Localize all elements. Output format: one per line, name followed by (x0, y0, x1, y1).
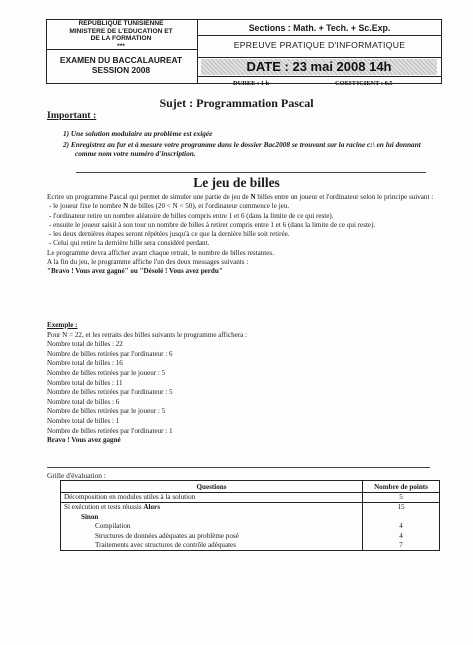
points-cell: 4 (363, 522, 440, 531)
points-cell: 7 (363, 541, 440, 551)
example-line: Nombre total de billes : 22 (47, 340, 123, 349)
example-line: Nombre de billes retirées par l'ordinateur : 5 (47, 388, 173, 397)
points-cell (363, 513, 440, 522)
problem-statement (47, 193, 437, 277)
question-cell (61, 503, 363, 513)
table-row (61, 541, 440, 551)
epreuve-label: EPREUVE PRATIQUE D'INFORMATIQUE (233, 40, 406, 50)
example-line: Nombre total de billes : 11 (47, 378, 123, 387)
subject-heading (0, 96, 473, 111)
rule-bullet: - l'ordinateur retire un nombre aléatoire de billes compris entre 1 et 6 (dans la limite de ce qui reste). (49, 211, 334, 220)
evaluation-table (60, 480, 440, 551)
sections-label: Sections : Math. + Tech. + Sc.Exp. (248, 23, 391, 33)
example-line: Nombre de billes retirées par l'ordinateur : 6 (47, 349, 173, 358)
table-row (61, 522, 440, 531)
table-row (61, 493, 440, 503)
question-cell: Sinon (61, 513, 363, 522)
header-divider (197, 57, 442, 58)
question-cell: Traitements avec structures de contrôle adéquates (61, 541, 363, 551)
ministry-line: REPUBLIQUE TUNISIENNE (78, 20, 164, 27)
header-divider (197, 35, 442, 36)
question-cell: Structures de données adéquates au problème posé (61, 532, 363, 541)
example-label: Exemple : (47, 321, 78, 329)
date-banner: DATE : 23 mai 2008 14h (201, 59, 437, 75)
ministry-line: DE LA FORMATION (90, 35, 152, 43)
points-cell: 5 (363, 493, 440, 503)
table-header-row (61, 481, 440, 493)
example-line: Nombre de billes retirées par le joueur : 5 (47, 407, 166, 416)
messages-line: "Bravo ! Vous avez gagné" ou "Désolé ! Vous avez perdu" (47, 267, 223, 276)
rule-item: 2) Enregistrez au fur et à mesure votre programme dans le dossier Bac2008 se trouvant sur la racine c:\ en lui donnant comme nom votre numéro d'inscription. (63, 139, 421, 159)
rule-bullet: - les deux dernières étapes seront répétées jusqu'à ce que la dernière bille soit retirée. (49, 230, 290, 239)
example-block (47, 321, 437, 446)
example-intro: Pour N = 22, et les retraits des billes suivants le programme affichera : (47, 330, 248, 339)
rule-bullet: - ensuite le joueur saisit à son tour un nombre de billes à retirer compris entre 1 et 6 (dans la limite de ce qui reste). (49, 220, 376, 229)
important-label: Important : (47, 110, 97, 121)
intro-paragraph: Ecrire un programme Pascal qui permet de simuler une partie de jeu de N billes entre un joueur et l'ordinateur selon le principe suivant : (47, 193, 434, 201)
ministry-block (46, 20, 196, 50)
example-final: Bravo ! Vous avez gagné (47, 436, 121, 445)
rule-bullet: - le joueur fixe le nombre N de billes (20 < N < 50), et l'ordinateur commence le jeu. (49, 202, 290, 211)
rule-bullet: - Celui qui retire la dernière bille sera considéré perdant. (49, 239, 210, 248)
statement-line: A la fin du jeu, le programme affiche l'un des deux messages suivants : (47, 258, 249, 267)
subject-title: Programmation Pascal (196, 96, 314, 110)
important-rules (63, 129, 433, 160)
table-row (61, 513, 440, 522)
exam-block (46, 55, 196, 75)
points-cell: 15 (363, 503, 440, 513)
section-divider (47, 467, 430, 468)
exam-title: EXAMEN DU BACCALAUREAT (59, 55, 183, 65)
table-row (61, 503, 440, 513)
header-divider (197, 76, 442, 77)
duree-label: DUREE : 1 h (233, 80, 270, 87)
ministry-line: *** (117, 42, 125, 50)
statement-line: Le programme devra afficher avant chaque retrait, le nombre de billes restantes. (47, 248, 274, 257)
exam-session: SESSION 2008 (91, 65, 151, 75)
section-divider (76, 172, 426, 173)
example-line: Nombre total de billes : 1 (47, 416, 120, 425)
subject-prefix: Sujet : (159, 96, 197, 110)
section-title: Le jeu de billes (193, 175, 280, 190)
example-line: Nombre de billes retirées par le joueur : 5 (47, 368, 166, 377)
points-cell: 4 (363, 532, 440, 541)
example-line: Nombre de billes retirées par l'ordinateur : 1 (47, 426, 173, 435)
grille-label: Grille d'évaluation : (47, 471, 106, 480)
question-cell: Décomposition en modules utiles à la solution (61, 493, 363, 503)
table-row (61, 532, 440, 541)
column-header-questions: Questions (61, 481, 363, 493)
example-line: Nombre total de billes : 6 (47, 397, 120, 406)
column-header-points: Nombre de points (363, 481, 440, 493)
ministry-line: MINISTERE DE L'EDUCATION ET (69, 27, 173, 35)
question-cell: Compilation (61, 522, 363, 531)
coefficient-label: COEFFICIENT : 0.5 (335, 80, 393, 87)
example-line: Nombre total de billes : 16 (47, 359, 123, 368)
question-text: Si exécution et tests réussis Alors (64, 503, 160, 512)
rule-item: 1) Une solution modulaire au problème est exigée (63, 129, 213, 138)
